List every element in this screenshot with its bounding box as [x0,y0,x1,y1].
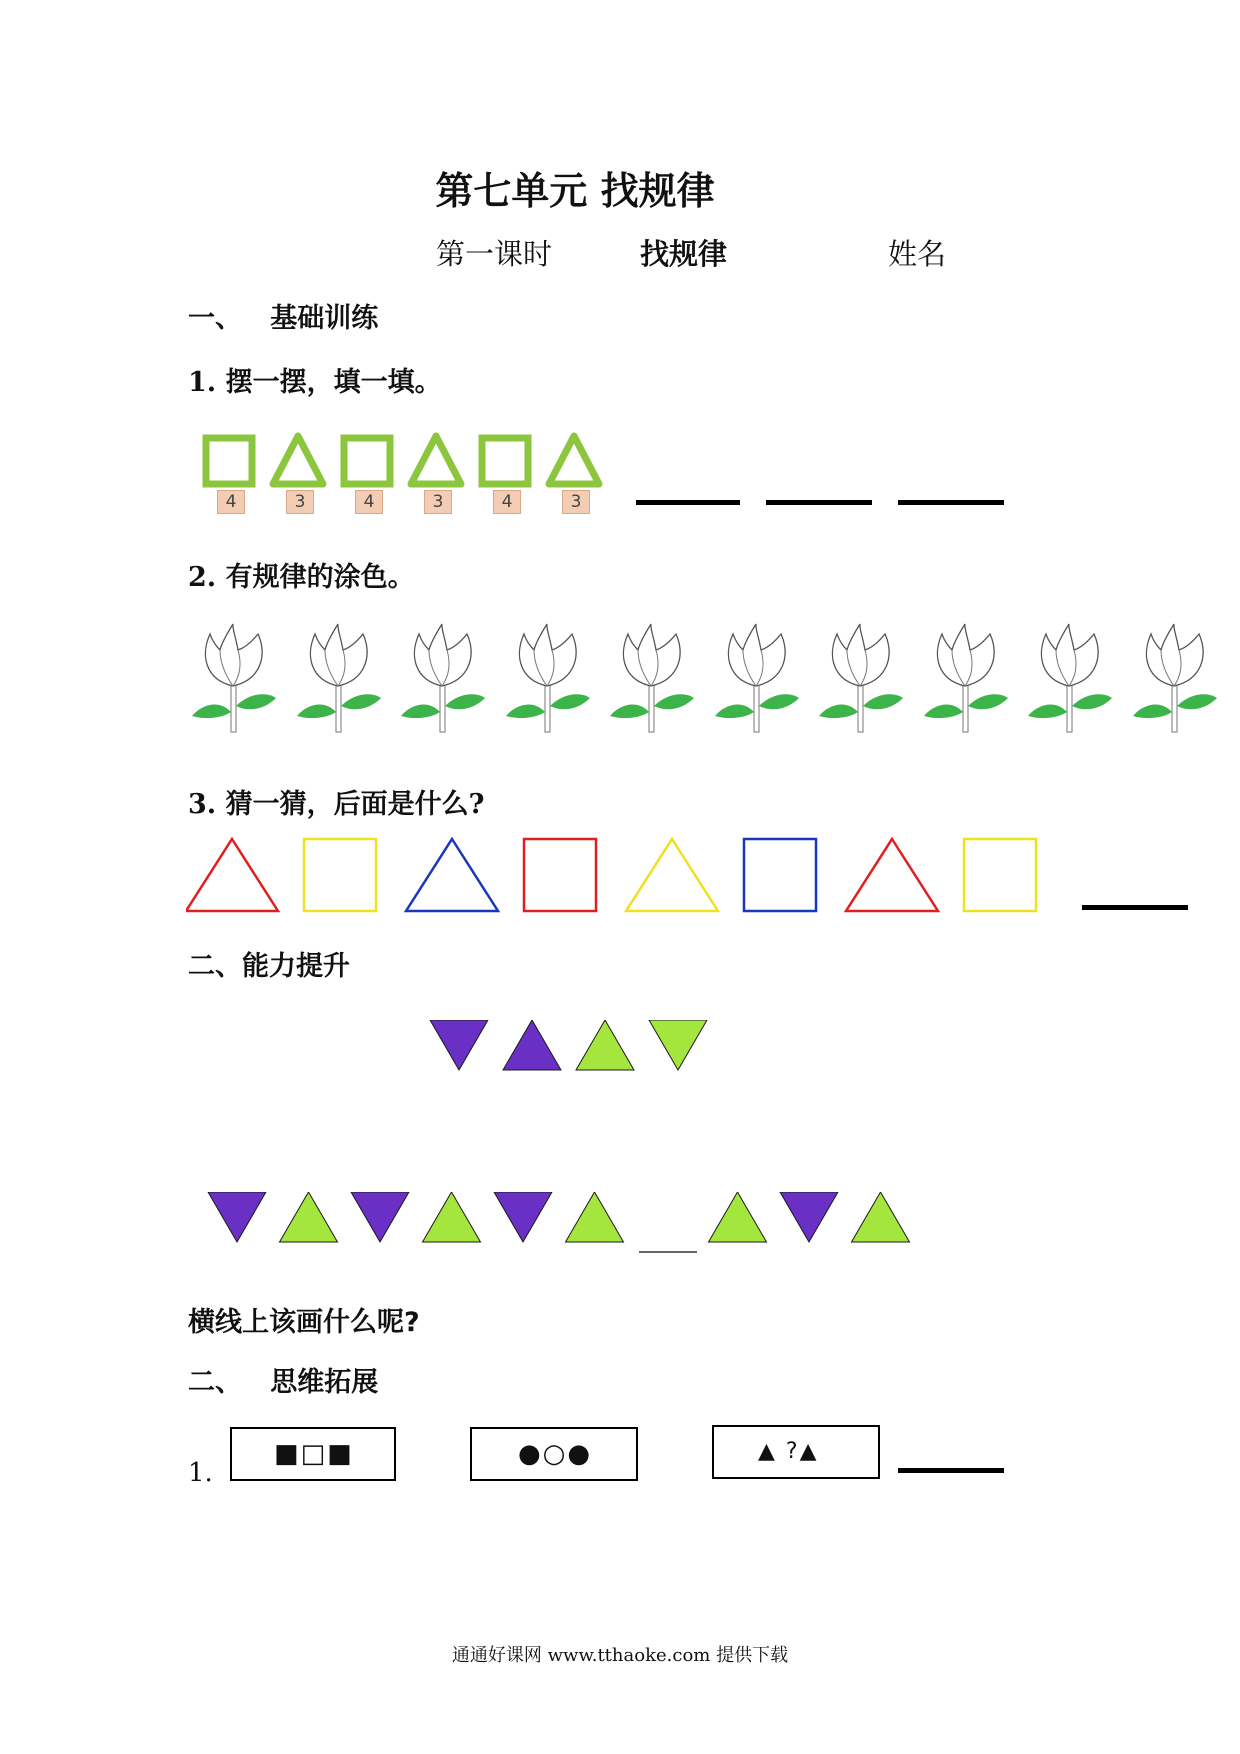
box-2-symbols: ●○● [518,1439,593,1469]
section-thinking-heading: 二、 思维拓展 [188,1367,379,1398]
count-tile: 3 [286,490,314,514]
triangle-down-purple [208,1192,266,1242]
tulip-flower[interactable] [504,620,594,735]
outline-square [964,839,1036,911]
outline-triangle [406,839,498,911]
pattern-box-3 [712,1425,880,1479]
triangle-up-green [576,1020,634,1070]
triangle-pattern-row [206,1192,946,1262]
name-label: 姓名 [888,237,947,271]
count-tile: 4 [493,490,521,514]
box-1-symbols: ■□■ [274,1439,354,1469]
matchstick-triangle [411,436,461,484]
page-title: 第七单元 找规律 [435,169,715,213]
triangle-down-purple [351,1192,409,1242]
section-improve-heading: 二、能力提升 [188,951,350,982]
section-basic-heading: 一、 基础训练 [188,303,379,334]
count-tile: 4 [355,490,383,514]
answer-blank-2[interactable] [766,500,872,505]
color-shape-sequence [186,835,1066,915]
count-tile: 3 [424,490,452,514]
question-1: 1. 摆一摆，填一填。 [188,367,442,398]
outline-triangle [846,839,938,911]
matchstick-square [206,438,252,484]
question-3: 3. 猜一猜，后面是什么? [188,789,485,820]
tulip-flower[interactable] [713,620,803,735]
question-4-number: 1. [188,1458,213,1488]
topic-label: 找规律 [640,237,728,271]
pattern-box-1 [230,1427,396,1481]
tulip-flower[interactable] [608,620,698,735]
triangle-down-green [649,1020,707,1070]
tulip-flower[interactable] [817,620,907,735]
answer-blank-3[interactable] [898,500,1004,505]
triangle-down-purple [780,1192,838,1242]
triangle-down-purple [430,1020,488,1070]
triangle-up-green [280,1192,338,1242]
triangle-up-green [566,1192,624,1242]
matchstick-shapes [200,430,620,520]
answer-blank-q3[interactable] [1082,905,1188,910]
question-blank-prompt: 横线上该画什么呢? [188,1307,420,1338]
footer-credit: 通通好课网 www.tthaoke.com 提供下载 [451,1645,789,1666]
outline-square [524,839,596,911]
triangle-example-group [428,1020,718,1076]
tulip-flower[interactable] [1026,620,1116,735]
answer-blank-q4[interactable] [898,1468,1004,1473]
triangle-up-purple [503,1020,561,1070]
matchstick-square [344,438,390,484]
question-2: 2. 有规律的涂色。 [188,562,415,593]
tulip-flower[interactable] [399,620,489,735]
triangle-up-green [709,1192,767,1242]
box-3-symbols: ▲ ?▲ [758,1439,819,1464]
tulip-flower[interactable] [190,620,280,735]
outline-triangle [186,839,278,911]
triangle-up-green [852,1192,910,1242]
lesson-label: 第一课时 [436,237,553,271]
tulip-flower[interactable] [1131,620,1221,735]
matchstick-square [482,438,528,484]
matchstick-triangle [273,436,323,484]
pattern-box-2 [470,1427,638,1481]
outline-triangle [626,839,718,911]
answer-blank-1[interactable] [636,500,740,505]
count-tile: 4 [217,490,245,514]
count-tile: 3 [562,490,590,514]
triangle-up-green [423,1192,481,1242]
outline-square [744,839,816,911]
outline-square [304,839,376,911]
matchstick-triangle [549,436,599,484]
triangle-down-purple [494,1192,552,1242]
tulip-flower[interactable] [295,620,385,735]
tulip-flower[interactable] [922,620,1012,735]
